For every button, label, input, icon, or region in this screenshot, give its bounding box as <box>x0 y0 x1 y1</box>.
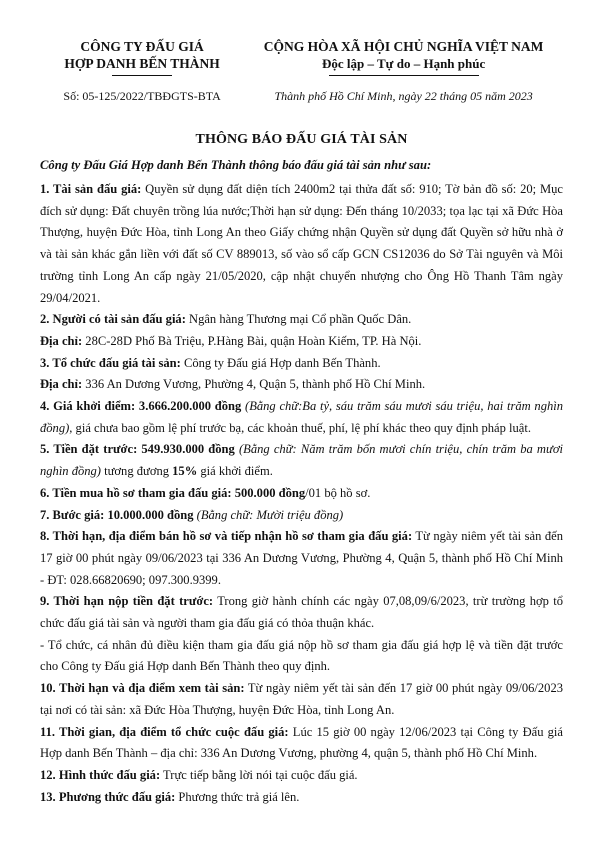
item-text: Ngân hàng Thương mại Cổ phần Quốc Dân. <box>185 312 412 327</box>
document-header <box>40 38 563 104</box>
item-label: 11. Thời gian, địa điểm tổ chức cuộc đấu giá: <box>40 724 289 739</box>
item-viewing-period <box>40 678 563 721</box>
item-text: /01 bộ hồ sơ. <box>305 485 371 500</box>
item-dossier-fee <box>40 483 563 505</box>
address-label: Địa chỉ: <box>40 333 83 348</box>
item-label: 2. Người có tài sản đấu giá: <box>40 312 186 327</box>
amount-in-words: (Bằng chữ: Năm trăm bốn mươi chín triệu, chín trăm ba mươi nghìn đồng) <box>40 442 564 479</box>
item-auction-method <box>40 787 563 809</box>
asset-owner-address <box>40 331 563 353</box>
item-text: Lúc 15 giờ 00 ngày 12/06/2023 tại Công ty Đấu giá Hợp danh Bến Thành – địa chỉ: 336 An Dương Vương, phường 4, quận 5, thành phố Hồ Chí Minh. <box>40 724 563 761</box>
item-asset <box>40 179 563 309</box>
address-text: 336 An Dương Vương, Phường 4, Quận 5, thành phố Hồ Chí Minh. <box>82 377 426 392</box>
address-label: Địa chỉ: <box>40 377 83 392</box>
national-title: CỘNG HÒA XÃ HỘI CHỦ NGHĨA VIỆT NAM <box>263 39 544 54</box>
item-text: Phương thức trả giá lên. <box>175 789 300 804</box>
item-label: 4. Giá khởi điểm: 3.666.200.000 đồng <box>40 399 242 414</box>
issuer-name-line1: CÔNG TY ĐẤU GIÁ <box>80 39 204 54</box>
notice-body <box>40 179 563 808</box>
item-label: 9. Thời hạn nộp tiền đặt trước: <box>40 594 214 609</box>
organizer-address <box>40 374 563 396</box>
item-label: 5. Tiền đặt trước: 549.930.000 đồng <box>40 442 235 457</box>
motto-underline <box>329 75 479 76</box>
item-text: , giá chưa bao gồm lệ phí trước bạ, các khoản thuế, phí, lệ phí khác theo quy định pháp luật. <box>69 420 531 435</box>
item-text: giá khởi điểm. <box>197 464 273 479</box>
item-label: 12. Hình thức đấu giá: <box>40 767 161 782</box>
item-dossier-sale-period <box>40 526 563 591</box>
item-deposit-period <box>40 591 563 634</box>
item-auction-time-place <box>40 722 563 765</box>
intro-line: Công ty Đấu Giá Hợp danh Bến Thành thông báo đấu giá tài sản như sau: <box>40 158 432 172</box>
item-starting-price <box>40 396 563 439</box>
address-text: 28C-28D Phố Bà Triệu, P.Hàng Bài, quận Hoàn Kiếm, TP. Hà Nội. <box>82 333 422 348</box>
item-label: 6. Tiền mua hồ sơ tham gia đấu giá: 500.000 đồng <box>40 485 306 500</box>
deposit-note: - Tổ chức, cá nhân đủ điều kiện tham gia đấu giá nộp hồ sơ tham gia đấu giá hợp lệ và tiền đặt trước cho Công ty Đấu giá Hợp danh Bến Thành theo quy định. <box>40 637 563 674</box>
item-auction-form <box>40 765 563 787</box>
issuer-underline <box>112 75 172 76</box>
document-title: THÔNG BÁO ĐẤU GIÁ TÀI SẢN <box>195 132 408 147</box>
item-text: Từ ngày niêm yết tài sản đến 17 giờ 00 phút ngày 09/06/2023 tại nơi có tài sản: xã Đức Hòa Thượng, huyện Đức Hòa, tỉnh Long An. <box>40 681 564 717</box>
place-date: Thành phố Hồ Chí Minh, ngày 22 tháng 05 năm 2023 <box>274 89 533 103</box>
item-auction-organizer <box>40 353 563 375</box>
item-text: Trực tiếp bằng lời nói tại cuộc đấu giá. <box>160 767 358 782</box>
item-text: Từ ngày niêm yết tài sản đến 17 giờ 00 phút ngày 09/06/2023 tại 336 An Dương Vương, Phường 4, Quận 5, thành phố Hồ Chí Minh - ĐT: 028.66820690; 097.300.9399. <box>40 529 563 587</box>
item-bid-step <box>40 505 563 527</box>
issuer-name-line2: HỢP DANH BẾN THÀNH <box>64 56 220 71</box>
item-asset-owner <box>40 309 563 331</box>
item-deposit <box>40 439 563 482</box>
document-number: Số: 05-125/2022/TBĐGTS-BTA <box>63 89 221 103</box>
item-label: 13. Phương thức đấu giá: <box>40 789 176 804</box>
item-label: 8. Thời hạn, địa điểm bán hồ sơ và tiếp nhận hồ sơ tham gia đấu giá: <box>40 529 413 544</box>
amount-in-words: (Bằng chữ:Ba tỷ, sáu trăm sáu mươi sáu triệu, hai trăm nghìn đồng) <box>40 399 564 435</box>
issuer-block <box>40 38 244 104</box>
item-text: tương đương <box>101 464 173 479</box>
national-heading-block <box>244 38 563 104</box>
item-label: 7. Bước giá: 10.000.000 đồng <box>40 507 194 522</box>
deposit-percentage: 15% <box>172 464 198 479</box>
item-text: Quyền sử dụng đất diện tích 2400m2 tại thửa đất số: 910; Tờ bản đồ số: 20; Mục đích sử dụng: Đất chuyên trồng lúa nước;Thời hạn sử dụng: Đến tháng 10/2033; tọa lạc tại xã Đức Hòa Thượng, huyện Đức Hòa, tỉnh Long An theo Giấy chứng nhận Quyền sử dụng đất Quyền sở hữu nhà ở và tài sản khác gắn liền với đất số CV 889013, số vào sổ cấp GCN CS12036 do Sở Tài nguyên và Môi trường tỉnh Long An cấp ngày 21/05/2020, cập nhật chuyển nhượng cho Ông Hồ Thanh Tâm ngày 29/04/2021. <box>40 182 563 305</box>
item-label: 10. Thời hạn và địa điểm xem tài sản: <box>40 681 245 696</box>
amount-in-words: (Bằng chữ: Mười triệu đồng) <box>193 507 344 522</box>
national-motto: Độc lập – Tự do – Hạnh phúc <box>321 56 486 71</box>
item-text: Công ty Đấu giá Hợp danh Bến Thành. <box>180 355 381 370</box>
item-label: 3. Tổ chức đấu giá tài sản: <box>40 355 181 370</box>
item-text: Trong giờ hành chính các ngày 07,08,09/6/2023, trừ trường hợp tổ chức đấu giá tài sản và người tham gia đấu giá có thỏa thuận khác. <box>40 594 563 631</box>
item-label: 1. Tài sản đấu giá: <box>40 182 142 196</box>
